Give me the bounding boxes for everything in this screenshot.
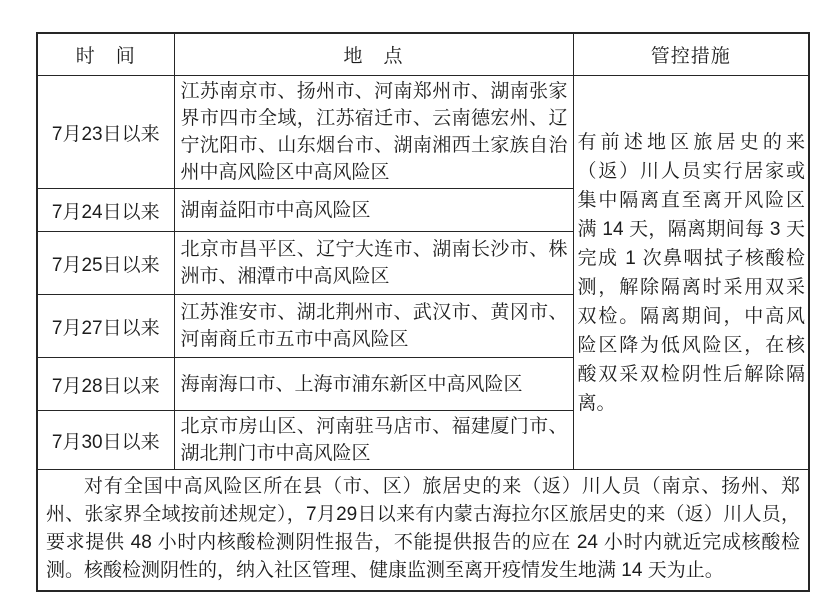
date-cell: 7月25日以来: [37, 232, 174, 295]
control-measures-cell: 有前述地区旅居史的来（返）川人员实行居家或集中隔离直至离开风险区满 14 天，隔离期间每 3 天完成 1 次鼻咽拭子核酸检测，解除隔离时采用双采双检。隔离期间，中高风险区降为低风险区，在核酸双采双检阴性后解除隔离。: [573, 76, 809, 470]
date-cell: 7月30日以来: [37, 411, 174, 470]
date-cell: 7月27日以来: [37, 295, 174, 358]
location-column-header: 地 点: [174, 33, 573, 76]
locations-cell: 湖南益阳市中高风险区: [174, 189, 573, 232]
footer-row: [37, 470, 809, 592]
risk-area-table-wrap: [36, 32, 810, 592]
date-cell: 7月23日以来: [37, 76, 174, 189]
measures-column-header: 管控措施: [573, 33, 809, 76]
date-cell: 7月28日以来: [37, 358, 174, 411]
risk-area-control-table: [36, 32, 810, 592]
locations-cell: 北京市房山区、河南驻马店市、福建厦门市、湖北荆门市中高风险区: [174, 411, 573, 470]
locations-cell: 江苏南京市、扬州市、河南郑州市、湖南张家界市四市全域，江苏宿迁市、云南德宏州、辽宁沈阳市、山东烟台市、湖南湘西土家族自治州中高风险区中高风险区: [174, 76, 573, 189]
locations-cell: 海南海口市、上海市浦东新区中高风险区: [174, 358, 573, 411]
locations-cell: 江苏淮安市、湖北荆州市、武汉市、黄冈市、河南商丘市五市中高风险区: [174, 295, 573, 358]
footer-note: 对有全国中高风险区所在县（市、区）旅居史的来（返）川人员（南京、扬州、郑州、张家界全域按前述规定），7月29日以来有内蒙古海拉尔区旅居史的来（返）川人员，要求提供 48 小时内核酸检测阴性报告，不能提供报告的应在 24 小时内就近完成核酸检测。核酸检测阴性的，纳入社区管理、健康监测至离开疫情发生地满 14 天为止。: [37, 470, 809, 592]
time-column-header: 时 间: [37, 33, 174, 76]
date-cell: 7月24日以来: [37, 189, 174, 232]
table-row: [37, 76, 809, 189]
header-row: [37, 33, 809, 76]
locations-cell: 北京市昌平区、辽宁大连市、湖南长沙市、株洲市、湘潭市中高风险区: [174, 232, 573, 295]
